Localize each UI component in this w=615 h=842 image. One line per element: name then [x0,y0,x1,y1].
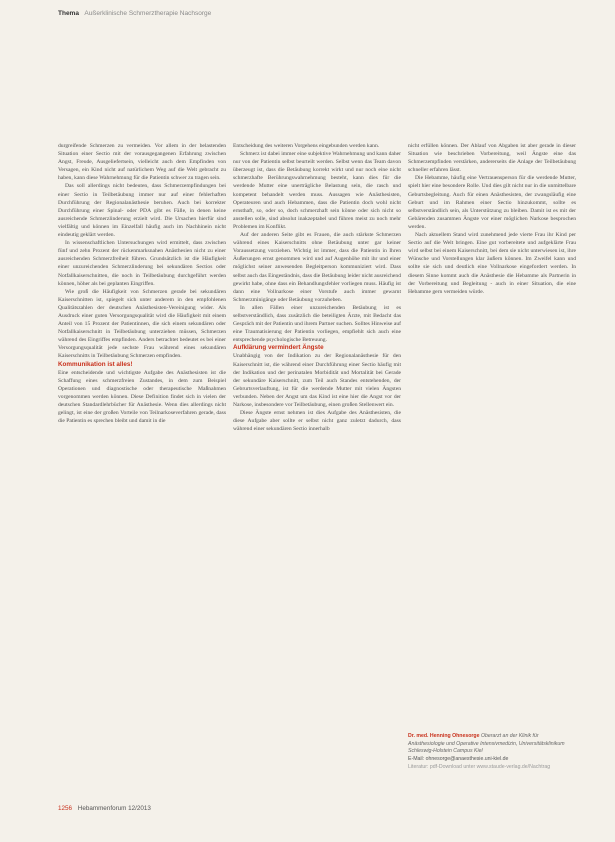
paragraph: In allen Fällen einer unzureichenden Betäubung ist es selbstverständlich, dass zusätzlich die beteiligten Ärzte, mit Bedacht das Gespräch mit der Patientin und ihrem Partner suchen. Solltes Hinweise auf eine Traumatisierung der Patientin vorliegen, empfiehlt sich auch eine entsprechende psychologische Betreuung. [233,304,401,344]
author-box [408,733,576,772]
section-heading: Kommunikation ist alles! [58,360,133,368]
page-footer [58,805,151,812]
literature-note: Literatur: pdf-Download unter www.staude-verlag.de/Nachtrag [408,764,551,771]
author-email: E-Mail: ohnesorge@anaesthesie.uni-kiel.de [408,755,509,762]
paragraph: Diese Ängste ernst nehmen ist dies Aufgabe des Anästhesisten, die diese Aufgabe aber sollte er selbst nicht ganz zuletzt dadurch, dass während einer sekundären Sectio innerhalb [233,410,401,433]
running-header [58,10,578,17]
section-heading: Aufklärung vermindert Ängste [233,344,324,352]
paragraph: Nach aktuellem Stand wird zunehmend jede vierte Frau ihr Kind per Sectio auf die Welt bringen. Eine gut vorbereitete und aufgeklärte Frau wird selbst bei einem Kaiserschnitt, bei dem sie nicht unterwiesen ist, ihre Wünsche und Vorstellungen klar äußern können. Im Zweifel kann und sollte sie sich und deutlich eine Vollnarkose eingefordert werden. In diesem Sinne kommt auch die Anästhesie die Hebamme als Partnerin in der Vorbereitung und Begleitung - auch in einer Situation, die eine Hebamme gern vermeiden würde. [408,232,576,295]
author-role: Oberarzt an der Klinik für Anästhesiologie und Operative Intensivmedizin, Universitätsklinikum Schleswig-Holstein Campus Kiel [408,733,565,755]
paragraph: Die Hebamme, häufig eine Vertrauensperson für die werdende Mutter, spielt hier eine besondere Rolle. Und dies gilt nicht nur in die unmittelbare Geburtsbegleitung. Auch für einen Anästhesisten, der zwangsläufig eine Geburt und im Rahmen einer Sectio hinzukommt, sollte es selbstverständlich sein, als Unterstützung zu bleiben. Damit ist es mit der Gebärenden zusammen Ängste vor einer möglichen Narkose besprochen werden. [408,175,576,230]
paragraph: Schmerz ist dabei immer eine subjektive Wahrnehmung und kann daher nur von der Patientin selbst beurteilt werden. Selbst wenn das Team davon überzeugt ist, dass die Betäubung korrekt wirkt und nur noch eine nicht schmerzhafte Berührungswahrnehmung besteht, kann dies für die werdende Mutter eine unerträgliche Belastung sein, die rasch und kompetent behandelt werden muss. Aussagen wie Anästhesisten, Operateuren und auch Hebammen, dass die Patientin doch wohl nicht ernsthaft, so, oder so, doch schmerzhaft sein könne oder sich nicht so anstellen solle, sind absolut inakzeptabel und führen meist zu noch mehr Problemen im Konflikt. [233,151,401,230]
paragraph: Auf der anderen Seite gibt es Frauen, die auch stärkste Schmerzen während eines Kaiserschnitts ohne Betäubung unter gar keiner Voraussetzung vorziehen. Wichtig ist immer, dass die Patientin in Ihren Äußerungen ernst genommen wird und auf Augenhöhe mit ihr und einer möglichst seiner anwesenden Begleitperson kommuniziert wird. Dass selbst auch das Eingeständnis, dass die Betäubung leider nicht ausreichend gewirkt habe, ohne dass ein Behandlungsfehler vorliegen muss. Häufig ist dann eine Vollnarkose einer Vorstufe auch immer gewarnt Schmerzminigänge oder Betäubung vorzuheben. [233,232,401,303]
paragraph: In wissenschaftlichen Untersuchungen wird ermittelt, dass zwischen fünf und zehn Prozent der rückenmarksnahen Anästhesien nicht zu einer ausreichenden Schmerzfreiheit führen. Grundsätzlich ist die Häufigkeit einer unzureichenden Schmerzlinderung bei sekundären Sectios oder Notfallkaiserschnitten, die noch in Teilbetäubung durchgeführt werden können, höher als bei geplanten Eingriffen. [58,240,226,287]
paragraph: Eine entscheidende und wichtigste Aufgabe des Anästhesisten ist die Schaffung eines schmerzfreien Zustandes, in dem zum Beispiel Operationen und diagnostische oder therapeutische Maßnahmen vorgenommen werden können. Diese Definition findet sich in vielen der deutschen Standardlehrbücher für Anästhesie. Wenn dies allerdings nicht gelingt, ist eine der großen Vorteile von Teilnarkoseverfahren gerade, dass die Patientin es sprechen bleibt und damit in die [58,369,226,425]
journal-name: Hebammenforum 12/2013 [77,805,151,812]
section-subtitle: Außerklinische Schmerztherapie Nachsorge [84,10,212,17]
paragraph: Das soll allerdings nicht bedeuten, dass Schmerzempfindungen bei einer Sectio in Teilbetäubung immer nur auf einer fehlerhaften Durchführung der Regionalanästhesie beruhen. Auch bei korrekter Durchführung einer Spinal- oder PDA gibt es Fälle, in denen keine ausreichende Schmerzlinderung erzielt wird. Die Ursachen hierfür sind vielfältig und können im Einzelfall häufig auch im Nachhinein nicht eindeutig geklärt werden. [58,183,226,239]
page-number: 1256 [58,805,73,812]
text-column-1 [58,142,226,425]
paragraph: nicht erfüllen können. Der Ablauf von Abgaben ist aber gerade in dieser Situation wie beschrieben Vorbereitung, weil Ängste eine das Schmerzempfinden verstärken, andererseits die Anlage der Teilbetäubung schneller erfahren lässt. [408,143,576,174]
paragraph: Entscheidung des weiteren Vorgehens eingebunden werden kann. [233,143,380,149]
section-label: Thema [58,10,79,17]
paragraph: Wie groß die Häufigkeit von Schmerzen gerade bei sekundären Kaiserschnitten ist, spiegelt sich unter anderem in den empfohlenen Qualitätszahlen der deutschen Anästhesisten-Vereinigung wider. Als Ausdruck einer guten Versorgungsqualität wird die Häufigkeit mit einem Anteil von 15 Prozent der Patientinnen, die sich einem sekundären oder Notfallkaiserschnitt in Teilbetäubung unterziehen müssen, Schmerzen während des Eingriffes empfinden. Anders betrachtet bedeutet es bei einer Versorgungsqualität jede sechste Frau während eines sekundären Kaiserschnitts in Teilbetäubung Schmerzen empfinden. [58,288,226,360]
text-column-2 [233,142,401,433]
paragraph: durgreifende Schmerzen zu vermeiden. Vor allem in der belastenden Situation einer Sectio mit der vorausgegangenen Erfahrung zwischen Angst, Freude, Ausgeliefertsein, vielleicht auch dem Empfinden von Versagen, ein Kind nicht auf natürlichem Weg auf die Welt gebracht zu haben, kann diese Wahrnehmung für die Patientin schwer zu tragen sein. [58,143,226,182]
text-column-3 [408,142,576,296]
author-name: Dr. med. Henning Ohnesorge [408,733,480,739]
paragraph: Unabhängig von der Indikation zu der Regionalanästhesie für den Kaiserschnitt ist, die während einer Durchführung einer Sectio häufig mit der Indikation und der perinatalen Morbidität und Mortalität bei Gerade der sekundäre Kaiserschnitt, zum Teil auch Standes entstehenden, der Gebrurtsverlauftung, ist für die werdende Mutter mit vielen Ängsten verbunden. Neben der Angst um das Kind ist eine hier die Angst vor der Narkose, insbesondere vor Teilbetäubung, einen großen Stellenwert ein. [233,353,401,408]
